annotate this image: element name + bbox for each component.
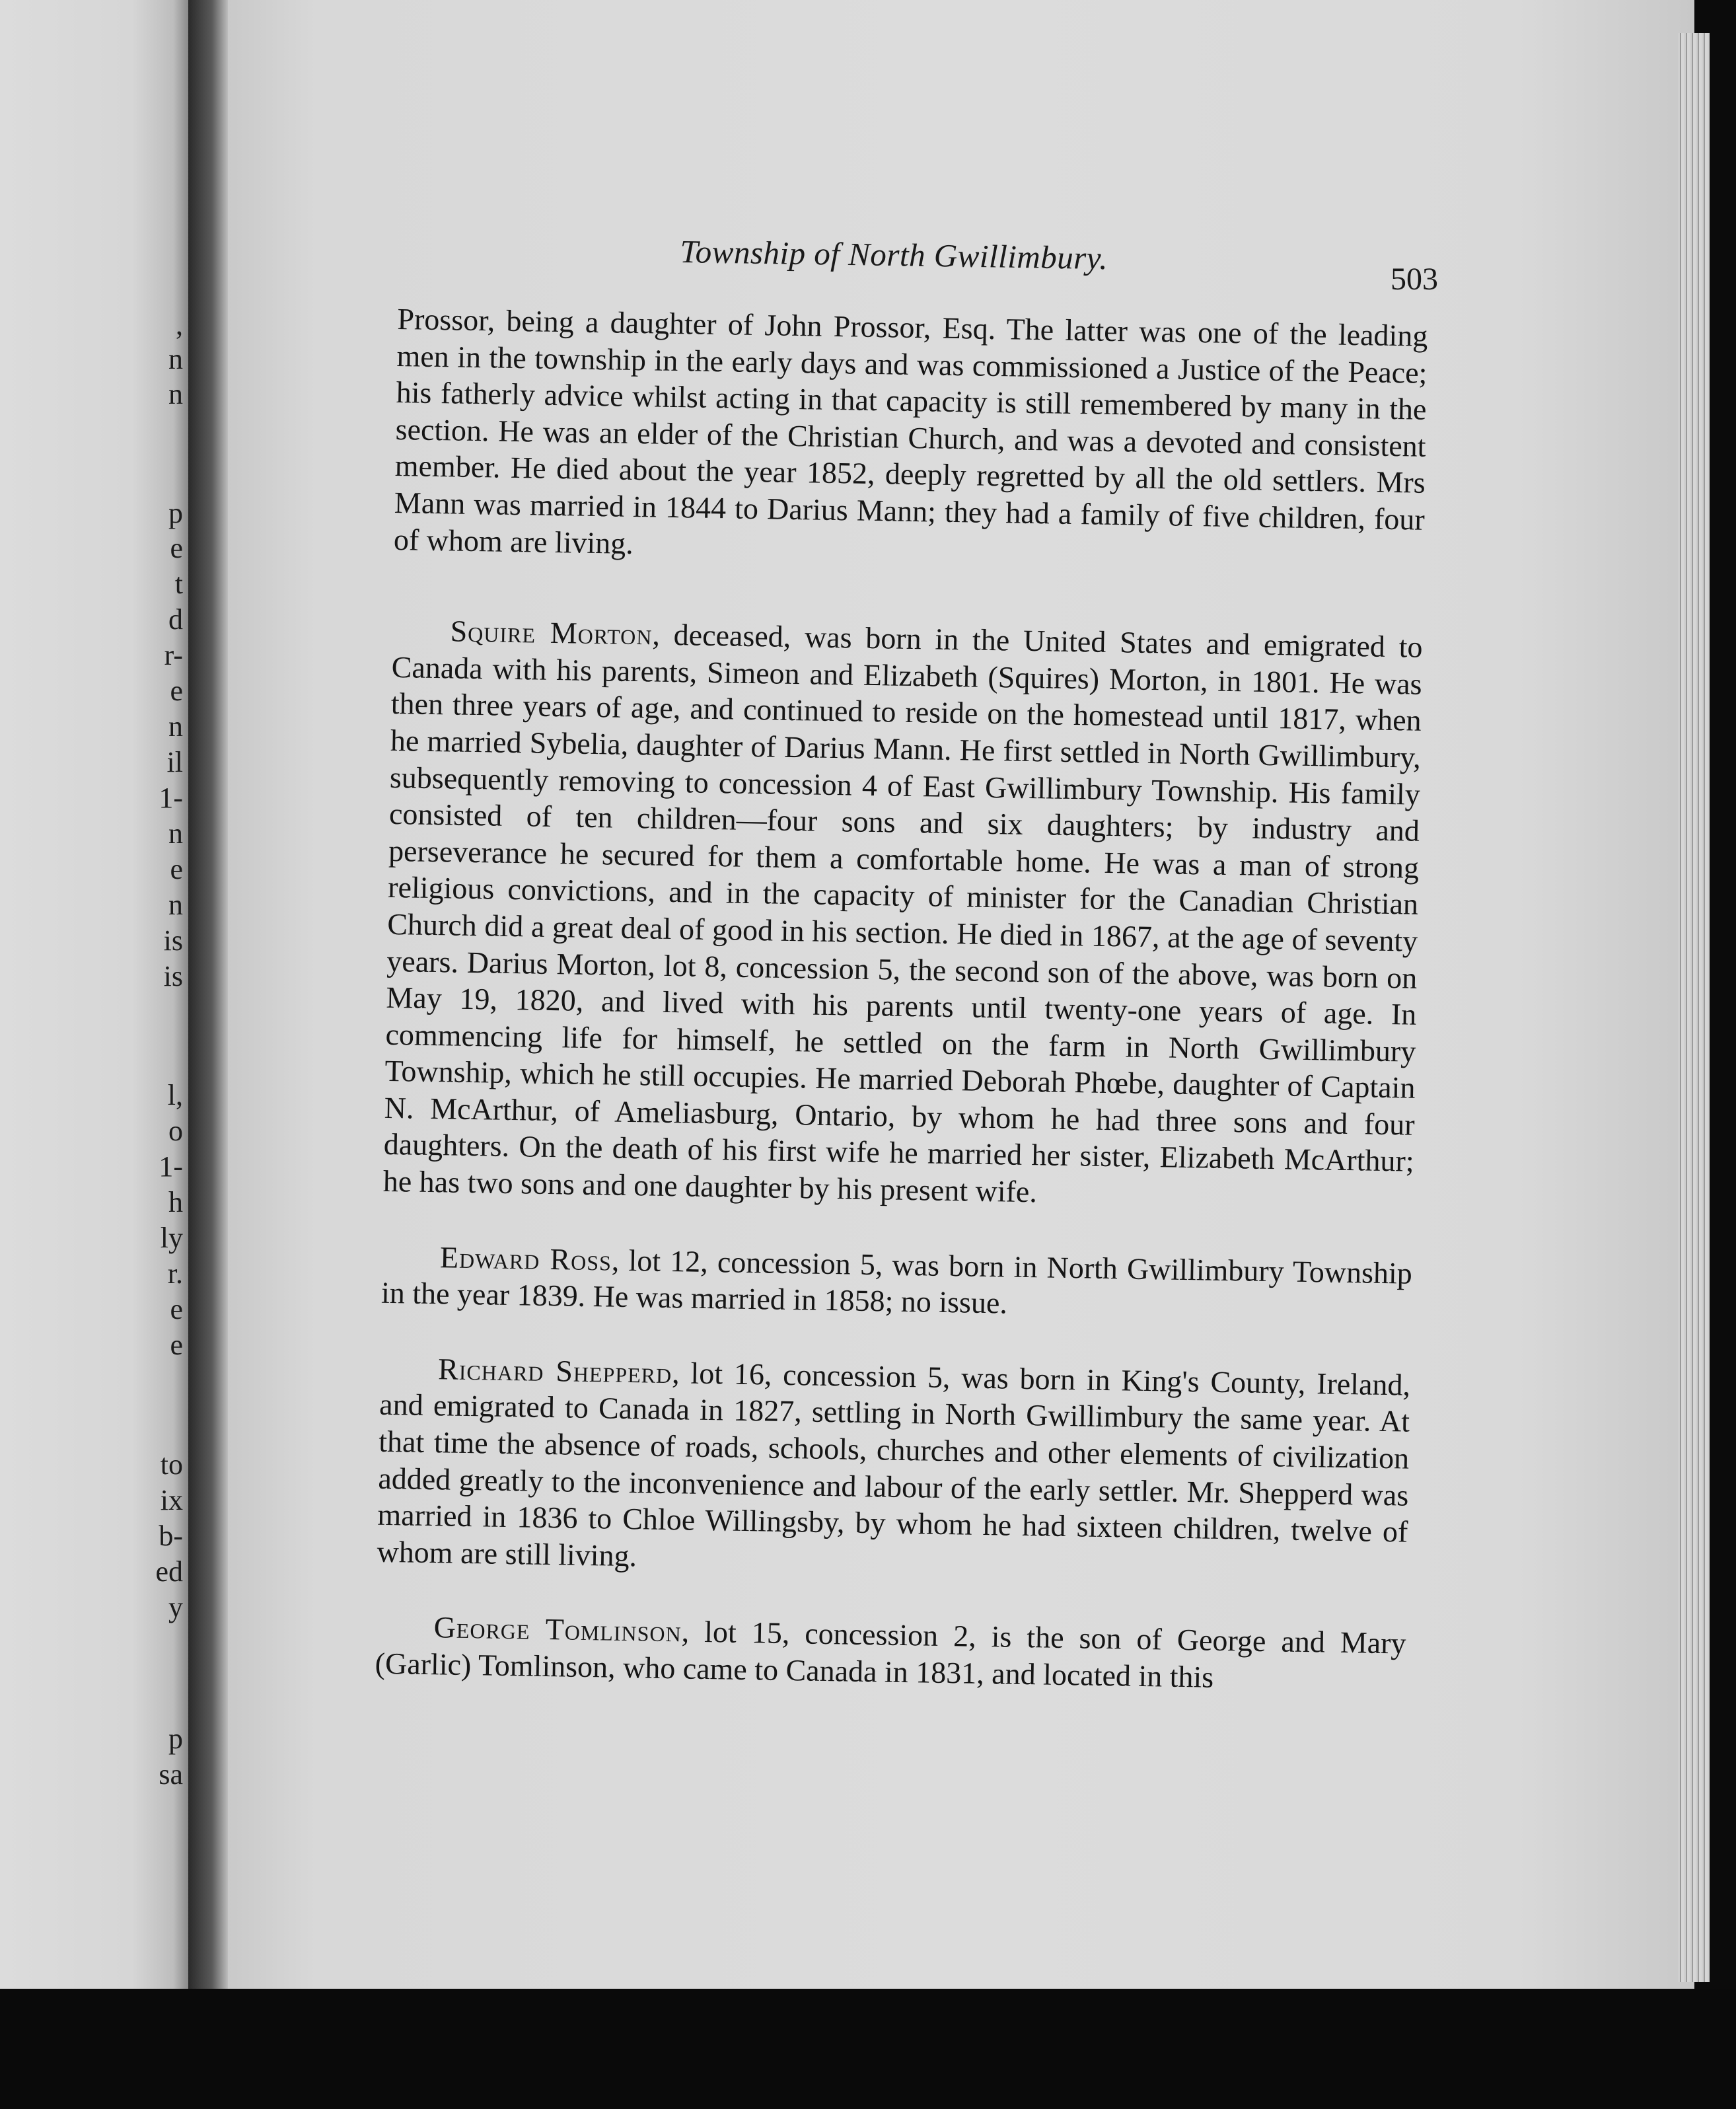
prev-page-fragment: e xyxy=(170,1293,183,1325)
prev-page-fragment: ed xyxy=(155,1555,183,1588)
prev-page-fragment: o xyxy=(168,1115,183,1147)
prev-page-fragment: 1- xyxy=(159,782,183,814)
prev-page-fragment: is xyxy=(163,960,183,992)
body-text xyxy=(375,301,1428,1699)
previous-page-edge xyxy=(0,0,188,1989)
paragraph-text: Prossor, being a daughter of John Prossor, Esq. The latter was one of the leading men in the township in the early days and was commissioned a Justice of the Peace; his fatherly advice whilst acting in that capacity is still remembered by many in the section. He was an elder of the Christian Church, and was a devoted and consistent member. He died about the year 1852, deeply regretted by all the old settlers. Mrs Mann was married in 1844 to Darius Mann; they had a family of five children, four of whom are living. xyxy=(393,301,1428,560)
prev-page-fragment: r. xyxy=(167,1257,183,1290)
paragraph-richard-shepperd xyxy=(377,1350,1410,1587)
prev-page-fragment: h xyxy=(168,1186,183,1218)
prev-page-fragment: 1- xyxy=(159,1150,183,1183)
prev-page-fragment: e xyxy=(170,675,183,707)
prev-page-fragment: e xyxy=(170,1329,183,1361)
running-head: Township of North Gwillimbury. xyxy=(680,233,1108,277)
book-gutter xyxy=(188,0,228,1989)
paragraph-text: , deceased, was born in the United States and emigrated to Canada with his parents, Simeon and Elizabeth (Squires) Morton, in 1801. He was then three years of age, and continued to reside on the homestead until 1817, when he married Sybelia, daughter of Darius Mann. He first settled in North Gwillimbury, subsequently removing to concession 4 of East Gwillimbury Township. His family consisted of ten children—four sons and six daughters; by industry and perseverance he secured for them a comfortable home. He was a man of strong religious convictions, and in the capacity of minister for the Canadian Christian Church did a great deal of good in his section. He died in 1867, at the age of seventy years. Darius Morton, lot 8, concession 5, the second son of the above, was born on May 19, 1820, and lived with his parents until twenty-one years of age. In commencing life for himself, he settled on the farm in North Gwillimbury Township, which he still occupies. He married Deborah Phœbe, daughter of Captain N. McArthur, of Ameliasburg, Ontario, by whom he had three sons and four daughters. On the death of his first wife he married her sister, Elizabeth McArthur; he has two sons and one daughter by his present wife. xyxy=(382,617,1423,1209)
prev-page-fragment: , xyxy=(176,309,183,341)
paragraph-squire-morton xyxy=(382,612,1423,1216)
prev-page-fragment: n xyxy=(168,817,183,850)
prev-page-fragment: n xyxy=(168,378,183,410)
prev-page-fragment: l, xyxy=(167,1079,183,1111)
prev-page-fragment: n xyxy=(168,710,183,743)
entry-name: George Tomlinson xyxy=(433,1610,682,1648)
page-number: 503 xyxy=(1391,262,1438,297)
prev-page-fragment: t xyxy=(174,568,183,600)
prev-page-fragment: b- xyxy=(159,1520,183,1552)
prev-page-fragment: to xyxy=(160,1448,183,1481)
prev-page-fragment: p xyxy=(168,1722,183,1755)
prev-page-fragment: sa xyxy=(159,1758,183,1791)
prev-page-fragment: y xyxy=(168,1591,183,1623)
paragraph-prossor xyxy=(394,301,1428,575)
prev-page-fragment: r- xyxy=(164,639,183,671)
prev-page-fragment: is xyxy=(163,924,183,957)
prev-page-fragment: e xyxy=(170,853,183,885)
prev-page-fragment: il xyxy=(166,746,183,778)
prev-page-fragment: ly xyxy=(160,1222,183,1254)
paragraph-text: , lot 12, concession 5, was born in North Gwillimbury Township in the year 1839. He was married in 1858; no issue. xyxy=(380,1243,1413,1320)
entry-name: Squire Morton xyxy=(450,614,653,651)
page-stack-edge xyxy=(1678,33,1710,1982)
entry-name: Edward Ross xyxy=(439,1240,612,1277)
prev-page-fragment: p xyxy=(168,497,183,529)
scan-background xyxy=(0,1989,1736,2109)
prev-page-fragment: ix xyxy=(160,1484,183,1516)
prev-page-fragment: d xyxy=(168,603,183,636)
prev-page-fragment: n xyxy=(168,343,183,375)
paragraph-text: , lot 15, concession 2, is the son of George and Mary (Garlic) Tomlinson, who came to Canada in 1831, and located in this xyxy=(375,1614,1406,1694)
prev-page-fragment: e xyxy=(170,532,183,564)
paragraph-text: , lot 16, concession 5, was born in King's County, Ireland, and emigrated to Canada in 1827, settling in North Gwillimbury the same year. At that time the absence of roads, schools, churches and other elements of civilization added greatly to the inconvenience and labour of the early settler. Mr. Shepperd was married in 1836 to Chloe Willingsby, by whom he had sixteen children, twelve of whom are still living. xyxy=(377,1355,1411,1573)
entry-name: Richard Shepperd xyxy=(437,1352,672,1389)
prev-page-fragment: n xyxy=(168,889,183,921)
